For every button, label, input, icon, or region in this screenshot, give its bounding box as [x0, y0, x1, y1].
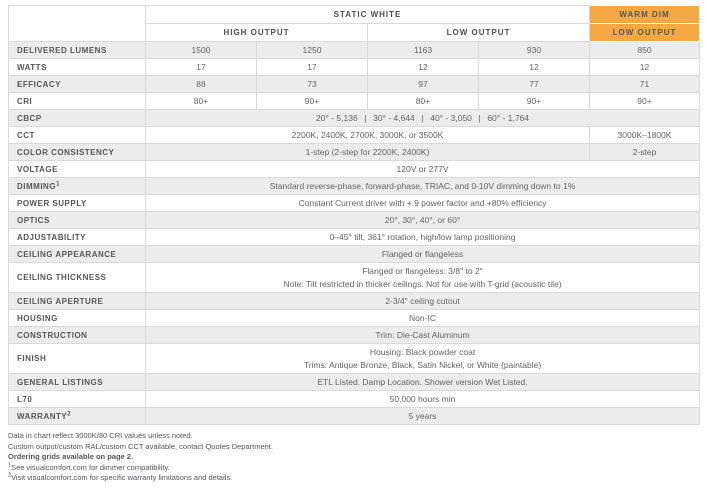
spec-row-ceiling-aperture — [9, 293, 700, 310]
corner-cell — [9, 6, 146, 42]
row-label-text: POWER SUPPLY — [17, 198, 87, 208]
row-label-text: OPTICS — [17, 215, 50, 225]
row-label-cbcp — [9, 110, 146, 127]
cell-ceiling-appearance-value: Flanged or flangeless — [146, 246, 700, 263]
row-label-text: CONSTRUCTION — [17, 330, 88, 340]
spec-row-watts — [9, 59, 700, 76]
footnote-5 — [8, 473, 699, 484]
footnote-3 — [8, 452, 699, 463]
spec-row-voltage — [9, 161, 700, 178]
row-label-text: FINISH — [17, 354, 47, 363]
footnote-text: See visualcomfort.com for dimmer compatibility. — [11, 462, 170, 472]
cell-watts-col4: 12 — [479, 59, 590, 76]
row-label-text: WARRANTY — [17, 411, 68, 421]
cell-adjustability-value: 0–45° tilt, 361° rotation, high/low lamp positioning — [146, 229, 700, 246]
cell-efficacy-col4: 77 — [479, 76, 590, 93]
row-label-general-listings — [9, 374, 146, 391]
cell-delivered-lumens-col3: 1163 — [368, 42, 479, 59]
row-label-text: COLOR CONSISTENCY — [17, 147, 115, 157]
row-label-efficacy — [9, 76, 146, 93]
row-label-text: GENERAL LISTINGS — [17, 377, 104, 387]
low-output-header: LOW OUTPUT — [368, 24, 590, 42]
cell-warranty-value: 5 years — [146, 408, 700, 425]
spec-row-cct — [9, 127, 700, 144]
cell-line: Flanged or flangeless: 3/8" to 2" — [362, 265, 483, 276]
cell-cct-warm-dim: 3000K–1800K — [590, 127, 700, 144]
row-label-ceiling-thickness — [9, 263, 146, 293]
row-label-text: CEILING THICKNESS — [17, 273, 107, 282]
footnote-text: Data in chart reflect 3000K/80 CRI values unless noted. — [8, 431, 193, 440]
row-label-delivered-lumens — [9, 42, 146, 59]
row-label-warranty — [9, 408, 146, 425]
row-label-power-supply — [9, 195, 146, 212]
cell-housing-value: Non-IC — [146, 310, 700, 327]
cell-delivered-lumens-col2: 1250 — [257, 42, 368, 59]
spec-row-delivered-lumens — [9, 42, 700, 59]
cell-cri-col5: 90+ — [590, 93, 700, 110]
high-output-header: HIGH OUTPUT — [146, 24, 368, 42]
spec-row-adjustability — [9, 229, 700, 246]
cell-dimming-value: Standard reverse-phase, forward-phase, TRIAC, and 0-10V dimming down to 1% — [146, 178, 700, 195]
row-label-color-consistency — [9, 144, 146, 161]
cell-line: Note: Tilt restricted in thicker ceilings. Not for use with T-grid (acoustic tile) — [283, 278, 562, 289]
spec-row-optics — [9, 212, 700, 229]
spec-row-dimming — [9, 178, 700, 195]
footnote-text: Visit visualcomfort.com for specific warranty limitations and details. — [11, 473, 233, 482]
cell-line: Housing: Black powder coat — [369, 346, 476, 357]
footnote-marker: 1 — [56, 180, 60, 187]
cell-line: Trims: Antique Bronze, Black, Satin Nickel, or White (paintable) — [303, 359, 542, 370]
cell-cbcp-value: 20° - 5,136 | 30° - 4,644 | 40° - 3,050 | 60° - 1,764 — [146, 110, 700, 127]
cell-cri-col3: 80+ — [368, 93, 479, 110]
row-label-dimming — [9, 178, 146, 195]
row-label-text: CRI — [17, 96, 33, 106]
row-label-text: EFFICACY — [17, 79, 61, 89]
cell-efficacy-col5: 71 — [590, 76, 700, 93]
spec-row-cri — [9, 93, 700, 110]
row-label-housing — [9, 310, 146, 327]
warm-dim-header: WARM DIM — [590, 6, 700, 24]
spec-row-finish — [9, 344, 700, 374]
spec-table-body — [9, 42, 700, 425]
spec-table — [8, 5, 700, 425]
cell-voltage-value: 120V or 277V — [146, 161, 700, 178]
spec-row-housing — [9, 310, 700, 327]
row-label-l70 — [9, 391, 146, 408]
row-label-text: DELIVERED LUMENS — [17, 45, 107, 55]
row-label-text: HOUSING — [17, 313, 58, 323]
row-label-construction — [9, 327, 146, 344]
footnote-4 — [8, 463, 699, 474]
cell-color-consistency-static-white: 1-step (2-step for 2200K, 2400K) — [146, 144, 590, 161]
footnote-marker: 2 — [8, 472, 12, 479]
cell-cri-col2: 90+ — [257, 93, 368, 110]
row-label-cri — [9, 93, 146, 110]
footnote-text: Custom output/custom RAL/custom CCT available, contact Quotes Department. — [8, 441, 273, 451]
cell-delivered-lumens-col1: 1500 — [146, 42, 257, 59]
row-label-adjustability — [9, 229, 146, 246]
row-label-ceiling-aperture — [9, 293, 146, 310]
cell-cri-col4: 90+ — [479, 93, 590, 110]
cell-power-supply-value: Constant Current driver with +.9 power factor and +80% efficiency — [146, 195, 700, 212]
warm-dim-low-output-header: LOW OUTPUT — [590, 24, 700, 42]
cell-watts-col2: 17 — [257, 59, 368, 76]
cell-optics-value: 20°, 30°, 40°, or 60° — [146, 212, 700, 229]
cell-delivered-lumens-col5: 850 — [590, 42, 700, 59]
cell-watts-col5: 12 — [590, 59, 700, 76]
cell-watts-col1: 17 — [146, 59, 257, 76]
cell-l70-value: 50,000 hours min — [146, 391, 700, 408]
footnote-marker: 1 — [8, 462, 12, 468]
row-label-text: CEILING APPEARANCE — [17, 249, 117, 259]
spec-row-power-supply — [9, 195, 700, 212]
cell-color-consistency-warm-dim: 2-step — [590, 144, 700, 161]
cell-cri-col1: 80+ — [146, 93, 257, 110]
row-label-text: VOLTAGE — [17, 164, 58, 174]
spec-row-construction — [9, 327, 700, 344]
spec-row-cbcp — [9, 110, 700, 127]
spec-row-efficacy — [9, 76, 700, 93]
cell-delivered-lumens-col4: 930 — [479, 42, 590, 59]
header-row-groups — [9, 6, 700, 24]
spec-row-warranty — [9, 408, 700, 425]
cell-efficacy-col3: 97 — [368, 76, 479, 93]
footnote-1 — [8, 431, 699, 442]
cell-construction-value: Trim: Die-Cast Aluminum — [146, 327, 700, 344]
static-white-header: STATIC WHITE — [146, 6, 590, 24]
row-label-text: CEILING APERTURE — [17, 296, 104, 306]
table-header — [9, 6, 700, 42]
row-label-text: DIMMING — [17, 181, 57, 191]
row-label-cct — [9, 127, 146, 144]
row-label-text: L70 — [17, 394, 33, 404]
row-label-optics — [9, 212, 146, 229]
row-label-text: WATTS — [17, 62, 47, 72]
spec-row-color-consistency — [9, 144, 700, 161]
cell-efficacy-col1: 88 — [146, 76, 257, 93]
footnotes — [8, 431, 699, 484]
footnote-text: Ordering grids available on page 2. — [8, 452, 134, 461]
row-label-ceiling-appearance — [9, 246, 146, 263]
cell-general-listings-value: ETL Listed. Damp Location. Shower version Wet Listed. — [146, 374, 700, 391]
row-label-text: ADJUSTABILITY — [17, 232, 87, 242]
cell-efficacy-col2: 73 — [257, 76, 368, 93]
spec-row-ceiling-appearance — [9, 246, 700, 263]
footnote-marker: 2 — [67, 410, 72, 417]
row-label-text: CBCP — [17, 113, 42, 123]
cell-ceiling-aperture-value: 2-3/4" ceiling cutout — [146, 293, 700, 310]
cell-watts-col3: 12 — [368, 59, 479, 76]
cell-cct-static-white: 2200K, 2400K, 2700K, 3000K, or 3500K — [146, 127, 590, 144]
footnote-2 — [8, 442, 699, 453]
spec-row-l70 — [9, 391, 700, 408]
cell-ceiling-thickness-value — [146, 263, 700, 293]
row-label-finish — [9, 344, 146, 374]
spec-row-general-listings — [9, 374, 700, 391]
spec-row-ceiling-thickness — [9, 263, 700, 293]
row-label-voltage — [9, 161, 146, 178]
row-label-text: CCT — [17, 130, 35, 140]
cell-finish-value — [146, 344, 700, 374]
row-label-watts — [9, 59, 146, 76]
